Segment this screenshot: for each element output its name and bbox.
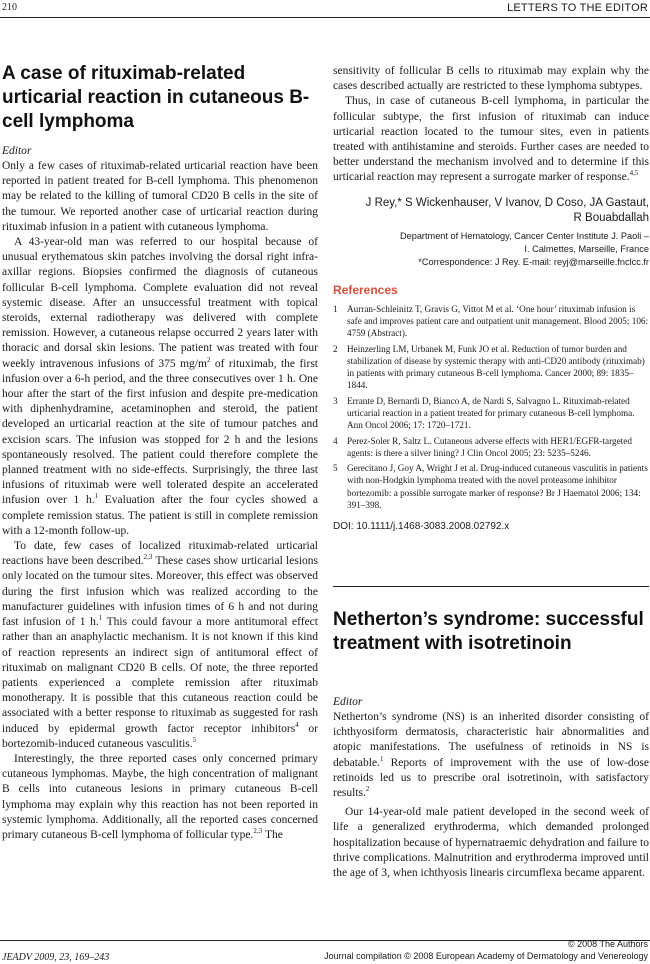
reference-number: 1	[333, 303, 338, 314]
running-head: LETTERS TO THE EDITOR	[507, 2, 648, 14]
reference-number: 4	[333, 435, 338, 446]
reference-text: Gerecitano J, Goy A, Wright J et al. Drug-induced cutaneous vasculitis in patients with non-Hodgkin lymphoma treated with the novel proteasome inhibitor bortezomib: a possible surrogate marker of response? Br J Haematol 2006; 134: 391–398.	[347, 463, 648, 511]
article2-paragraph-1: Netherton’s syndrome (NS) is an inherited disorder consisting of ichthyosiform dermatosis, characteristic hair abnormalities and atopic manifestations. The usefulness of retinoids in NS is debatable.$^1$ Reports of improvement with the use of low-dose retinoids led us to prescribe oral isotretinoin, with satisfactory results.$^2$	[333, 711, 649, 800]
article1-paragraph-2: A 43-year-old man was referred to our hospital because of unusual erythematous skin patches involving the dorsal right infra-axillar regions. Biopsies confirmed the diagnosis of cutaneous follicular B-cell lymphoma. Complete evaluation did not reveal systemic disease. After an unsuccessful treatment with topical steroids, external radiotherapy was delivered with complete remission. However, a cutaneous relapse occurred 2 years later with thoracic and dorsal skin lesions. The patient was treated with four weekly intravenous infusions of 375 $mg/m^2$ of rituximab, the first infusion over a 6-h period, and the three consecutives over 1 h. One hour after the start of the first infusion and despite pre-medication with diphenhydramine, acetaminophen and steroid, the patient developed an urticarial reaction at the site of tumour patches and excision scars. The infusion was stopped for 2 h and the lesions spontaneously resolved. The patient could therefore complete the planned treatment with no side-effects. Surprisingly, the three last infusions of rituximab were well tolerated despite an accelerated infusion over 1 h.$^1$ Evaluation after the four cycles showed a complete remission status. The patient is still in complete remission with a 12-month follow-up.	[2, 236, 319, 537]
references-list	[333, 303, 649, 512]
reference-item	[333, 343, 649, 392]
reference-item	[333, 303, 649, 340]
article1-paragraph-1: Only a few cases of rituximab-related urticarial reaction have been reported in patient treated for B-cell lymphoma. This phenomenon may be related to the killing of tumoral CD20 B cells in the site of the tumour. We reported another case of urticarial reaction during rituximab infusion in a patient with cutaneous lymphoma.	[2, 160, 318, 233]
reference-text: Aurran-Schleinitz T, Gravis G, Vittot M et al. ‘One hour’ rituximab infusion is safe and improves patient care and outpatient unit management. Blood 2005; 106: 4759 (Abstract).	[347, 303, 649, 339]
article2-body	[333, 696, 649, 881]
article1-editor: Editor	[2, 145, 32, 157]
article2-editor: Editor	[333, 696, 363, 708]
footer-journal: JEADV 2009, 23, 169–243	[2, 952, 110, 963]
reference-item	[333, 395, 649, 432]
article1-doi: DOI: 10.1111/j.1468-3083.2008.02792.x	[333, 521, 510, 533]
article1-authors: J Rey,* S Wickenhauser, V Ivanov, D Coso, JA Gastaut, R Bouabdallah	[365, 196, 649, 224]
article1-title: A case of rituximab-related urticarial reaction in cutaneous B-cell lymphoma	[2, 63, 310, 132]
reference-number: 5	[333, 463, 338, 474]
right-column	[333, 64, 649, 532]
article1-affiliation: Department of Hematology, Cancer Center Institute J. Paoli – I. Calmettes, Marseille, France *Correspondence: J Rey. E-mail: reyj@marseille.fnclcc.fr	[399, 230, 649, 267]
reference-number: 3	[333, 395, 338, 406]
left-column	[2, 62, 318, 843]
reference-text: Errante D, Bernardi D, Bianco A, de Nardi S, Salvagno L. Rituximab-related urticarial reaction in a patient treated for primary cutaneous B-cell lymphoma. Ann Oncol 2006; 17: 1720–1721.	[347, 395, 635, 431]
article1-paragraph-4-continued: sensitivity of follicular B cells to rituximab may explain why the cases described actually are restricted to these lymphoma subtypes.	[333, 65, 649, 93]
article1-paragraph-5: Thus, in case of cutaneous B-cell lymphoma, in particular the follicular subtype, the first infusion of rituximab can induce urticarial reaction located to the tumour sites, even in patients treated with antihistamine and steroids. Further cases are needed to better understand the mechanism involved and to determine if this urticarial reaction may represent a surrogate marker of response.$^{4,5}$	[333, 95, 649, 184]
reference-text: Perez-Soler R, Saltz L. Cutaneous adverse effects with HER1/EGFR-targeted agents: is there a silver lining? J Clin Oncol 2005; 23: 5235–5246.	[347, 435, 632, 458]
reference-number: 2	[333, 343, 338, 354]
reference-text: Heinzerling LM, Urbanek M, Funk JO et al. Reduction of tumor burden and stabilization of disease by systemic therapy with anti-CD20 antibody (rituximab) in patients with primary cutaneous B-cell lymphoma. Cancer 2000; 89: 1835–1844.	[347, 343, 645, 391]
reference-item	[333, 435, 649, 460]
article2-header	[333, 608, 649, 666]
references-heading: References	[333, 282, 398, 297]
footer-copyright: © 2008 The Authors Journal compilation © 2008 European Academy of Dermatology and Venereology	[324, 939, 648, 961]
section-divider	[333, 586, 649, 587]
article1-paragraph-4: Interestingly, the three reported cases only concerned primary cutaneous lymphomas. Maybe, the high concentration of malignant B cells into cutaneous lesions in primary cutaneous B-cell lymphoma may explain why this reaction has not been reported in systemic lymphoma. Additionally, all the reported cases concerned primary cutaneous B-cell lymphoma of follicular type.$^{2,3}$ The	[2, 752, 318, 841]
header-rule	[0, 17, 650, 18]
article1-paragraph-4-tail: The	[262, 828, 283, 841]
article2-title: Netherton’s syndrome: successful treatment with isotretinoin	[333, 609, 644, 654]
page-number: 210	[2, 2, 17, 13]
article2-paragraph-2: Our 14-year-old male patient developed in the second week of life a generalized erythroderma, which demanded prolonged hospitalization because of hypernatraemic dehydration and failure to thrive complications. Malnutrition and erythroderma improved until the age of 3, when ichthyosis linearis circumflexa became apparent.	[333, 806, 649, 880]
article1-paragraph-3: To date, few cases of localized rituximab-related urticarial reactions have been described.$^{2,3}$ These cases show urticarial lesions only located on the tumour sites. Moreover, this effect was observed during the first infusion which was realized according to the manufacturer guidelines with infusion times of 6 h and not during fast infusion of 1 h.$^1$ This could favour a more antitumoral effect rather than an anaphylactic mechanism. It is not known if this kind of reaction represents an indirect sign of antitumoral effect of rituximab on malignant CD20 B cells. Of note, the three reported patients experienced a complete remission after rituximab monotherapy. It is possible that this cutaneous reaction could be associated with a better response to rituximab as suggested for rash induced by epidermal growth factor receptor inhibitors$^4$ or bortezomib-induced cutaneous vasculitis.$^5$	[2, 540, 318, 750]
reference-item	[333, 462, 649, 511]
